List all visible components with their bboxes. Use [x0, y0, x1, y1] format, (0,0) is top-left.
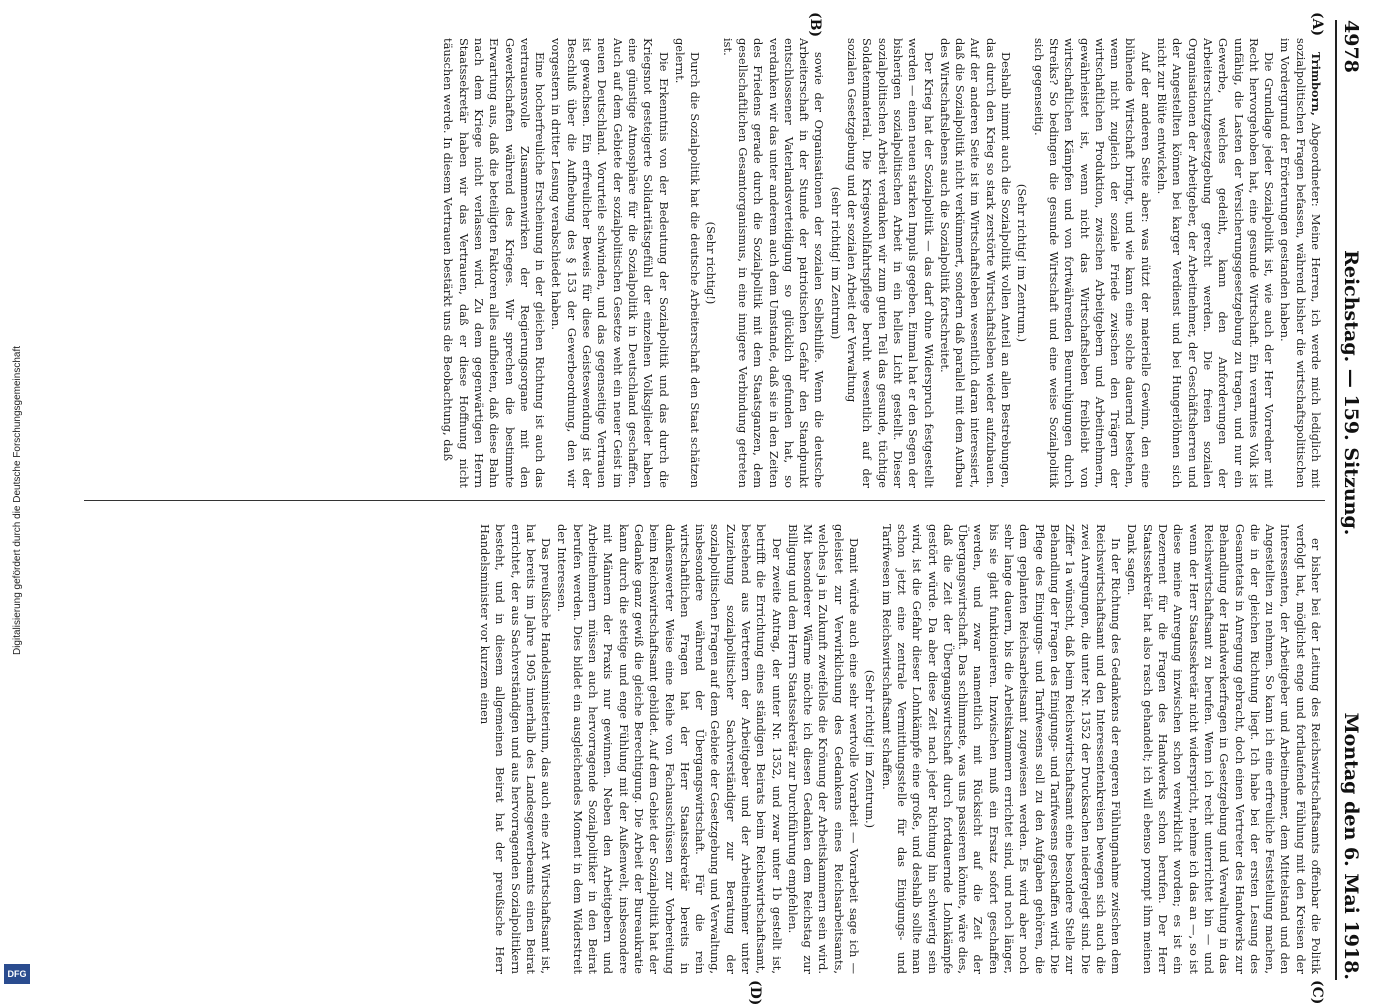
page-number: 4978	[1340, 20, 1362, 73]
interjection: (Sehr richtig!)	[704, 221, 719, 305]
paragraph: Durch die Sozialpolitik hat die deutsche Arbeiterschaft den Staat schätzen gelernt.	[672, 38, 703, 488]
right-text-column	[84, 524, 1323, 974]
column-divider	[84, 500, 1325, 501]
paragraph: Der Krieg hat der Sozialpolitik — das darf ohne Widerspruch festgestellt werden — einen neuen starken Impuls gegeben. Einmal hat er den Segen der bisherigen sozialpolitischen Arbeit in ein helles Licht gestellt. Dieser sozialpolitischen Arbeit verdanken wir zum guten Teil das gesunde, tüchtige Soldatenmaterial. Die Kriegswohlfahrtspflege beruht wesentlich auf der sozialen Gesetzgebung und der sozialen Arbeit der Verwaltung	[845, 38, 936, 488]
page-header	[1335, 20, 1365, 980]
paragraph: Damit würde auch eine sehr wertvolle Vorarbeit — Vorarbeit sage ich — geleistet zur Verwirklichung des Gedankens eines Reichsarbeitsamts, welches ja in Zukunft zweifellos die Krönung der Arbeitskammern sein wird. Mit besonderer Wärme möchte ich diesen Gedanken dem Reichstag zur Billigung und dem Herrn Staatssekretär zur Durchführung empfehlen.	[785, 524, 862, 974]
interjection: (sehr richtig! im Zentrum)	[828, 186, 843, 340]
paragraph: Deshalb nimmt auch die Sozialpolitik vollen Anteil an allen Bestrebungen, das durch den Krieg so stark zerstörte Wirtschaftsleben wieder aufzubauen. Auf der anderen Seite ist im Wirtschaftsleben wesentlich daran interessiert, daß die Sozialpolitik nicht verkümmert, sondern daß parallel mit dem Aufbau des Wirtschaftslebens auch die Sozialpolitik fortschreitet.	[937, 38, 1014, 488]
paragraph: Der zweite Antrag, der unter Nr. 1352, und zwar unter 1b gestellt ist, betrifft die Errichtung eines ständigen Beirats beim Reichswirtschaftsamt, bestehend aus Vertretern der Arbeitgeber und der Arbeitnehmer unter Zuziehung sozialpolitischer Sachverständiger zur Beratung der sozialpolitischen Fragen auf dem Gebiete der Gesetzgebung und Verwaltung, insbesondere während der Übergangswirtschaft. Für die rein wirtschaftlichen Fragen hat der Herr Staatssekretär bereits in dankenswerter Weise eine Reihe von Fachausschüssen zur Vorbereitung beim Reichswirtschaftsamt gebildet. Auf dem Gebiet der Sozialpolitik hat der Gedanke ganz gewiß die gleiche Berechtigung. Die Arbeit der Bureaukratie kann durch die stetige und enge Fühlung mit der Außenwelt, insbesondere mit Männern der Praxis nur gewinnen. Neben den Arbeitgebern und Arbeitnehmern müssen auch hervorragende Sozialpolitiker in den Beirat berufen werden. Dies bildet ein ausgleichendes Moment in dem Widerstreit der Interessen.	[555, 524, 784, 974]
speaker-name: Trimborn,	[1309, 52, 1323, 116]
digitization-credit-text: Digitalisierung gefördert durch die Deutsche Forschungsgemeinschaft	[12, 345, 24, 655]
header-title: Reichstag. — 159. Sitzung.	[1340, 250, 1362, 536]
margin-marker-a: (A)	[1309, 12, 1325, 37]
paragraph	[1277, 38, 1323, 488]
paragraph: er bisher bei der Leitung des Reichswirtschaftsamts offenbar die Politik verfolgt hat, möglichst enge und fortlaufende Fühlung mit den Kreisen der Interessenten, der Arbeitgeber und Arbeitnehmer, dem Mittelstand und den Angestellten zu nehmen. So kann ich eine erfreuliche Feststellung machen, die in der gleichen Richtung liegt. Ich habe bei der ersten Lesung des Gesamtetats in Anregung gebracht, doch einen Vertreter des Handwerks zur Behandlung der Handwerkerfragen in Gesetzgebung und Verwaltung in das Reichswirtschaftsamt zu berufen. Wenn ich recht unterrichtet bin — und wenn der Herr Staatssekretär nicht widerspricht, nehme ich das an —, so ist diese meine Anregung inzwischen schon verwirklicht worden; es ist ein Dezernent für die Fragen des Handwerks schon berufen. Der Herr Staatssekretär hat also rasch gehandelt; ich will ebenso prompt ihm meinen Dank sagen.	[1125, 524, 1323, 974]
paragraph: In der Richtung des Gedankens der engeren Fühlungnahme zwischen dem Reichswirtschaftsamt und den Interessentenkreisen bewegen sich auch die zwei Anregungen, die unter Nr. 1352 der Drucksachen niedergelegt sind. Die Ziffer 1a wünscht, daß beim Reichswirtschaftsamt eine besondere Stelle zur Behandlung der Fragen des Einigungs- und Tarifwesens geschaffen wird. Die Pflege des Einigungs- und Tarifwesens soll zu den Aufgaben gehören, die dem geplanten Reichsarbeitsamt zugewiesen werden. Es wird aber noch sehr lange dauern, bis die Arbeitskammern errichtet sind, und noch länger, bis sie glatt funktionieren. Inzwischen muß ein Ersatz sofort geschaffen werden, und zwar namentlich mit Rücksicht auf die Zeit der Übergangswirtschaft. Das schlimmste, was uns passieren könnte, wäre dies, daß die Zeit der Übergangswirtschaft durch fortdauernde Lohnkämpfe gestört würde. Da aber diese Zeit nach jeder Richtung hin schwierig sein wird, ist die Gefahr dieser Lohnkämpfe eine große, und deshalb sollte man schon jetzt eine zentrale Vermittlungsstelle für das Einigungs- und Tarifwesen im Reichswirtschaftsamt schaffen.	[879, 524, 1124, 974]
paragraph-text: Abgeordneter: Meine Herren, ich werde mich lediglich mit sozialpolitischen Fragen befassen, während bisher die wirtschaftspolitischen im Vordergrund der Erörterungen gestanden haben.	[1278, 38, 1323, 488]
paragraph: Auf der anderen Seite aber: was nützt der materielle Gewinn, den eine blühende Wirtschaft bringt, und wie kann eine solche dauernd bestehen, wenn nicht zugleich der soziale Friede zwischen den Trägern der wirtschaftlichen Produktion, zwischen Arbeitgebern und Arbeitnehmern, gewährleistet ist, wenn nicht das Wirtschaftsleben freibleibt von wirtschaftlichen Kämpfen und von fortwährenden Beunruhigungen durch Streiks? So bedingen die gesunde Wirtschaft und eine weise Sozialpolitik sich gegenseitig.	[1031, 38, 1153, 488]
header-date: Montag den 6. Mai 1918.	[1340, 712, 1362, 980]
paragraph: Das preußische Handelsministerium, das auch eine Art Wirtschaftsamt ist, hat bereits im Jahre 1905 innerhalb des Landesgewerbeamts einen Beirat errichtet, der aus Sachverständigen und aus hervorragenden Sozialpolitikern besteht, und in diesem allgemeinen Beirat hat der preußische Herr Handelsminister vor kurzem einen	[477, 524, 554, 974]
margin-marker-d: (D)	[747, 980, 763, 1005]
paragraph: Eine hocherfreuliche Erscheinung in der gleichen Richtung ist auch das vertrauensvolle Zusammenwirken der Regierungsorgane mit den Gewerkschaften während des Krieges. Wir sprechen die bestimmte Erwartung aus, daß die beteiligten Faktoren alles aufbieten, daß diese Bahn nach dem Kriege nicht verlassen wird. Zu dem gegenwärtigen Herrn Staatssekretär haben wir das Vertrauen, daß er diese Hoffnung nicht täuschen werde. In diesem Vertrauen bestärkt uns die Beobachtung, daß	[441, 38, 548, 488]
margin-marker-b: (B)	[807, 12, 823, 38]
margin-marker-c: (C)	[1309, 980, 1325, 1005]
paragraph: sowie der Organisationen der sozialen Selbsthilfe. Wenn die deutsche Arbeiterschaft in der Stunde der patriotischen Gefahr den Standpunkt entschlossener Vaterlandsverteidigung so glücklich gefunden hat, so verdanken wir das unter anderem auch dem Umstande, daß sie in den Zeiten des Friedens gerade durch die Sozialpolitik mit dem Staatsganzen, dem gesellschaftlichen Gesamtorganismus, in eine innigere Verbindung getreten ist.	[720, 38, 827, 488]
rotated-newspaper-page	[60, 0, 1383, 1005]
digitization-credit	[0, 0, 36, 1000]
left-text-column	[84, 38, 1323, 488]
interjection: (Sehr richtig! im Zentrum.)	[1015, 183, 1030, 343]
paragraph: Die Grundlage jeder Sozialpolitik ist, wie auch der Herr Vorredner mit Recht hervorgehoben hat, eine gesunde Wirtschaft. Ein verarmtes Volk ist unfähig, die Lasten der Versicherungsgesetzgebung zu tragen, und nur ein Gewerbe, welches gedeiht, kann den Anforderungen der Arbeiterschutzgesetzgebung gerecht werden. Die freien sozialen Organisationen der Arbeitgeber, der Arbeitnehmer, der Geschäftsherren und der Angestellten können bei karger Verdienst und bei Hungerlöhnen sich nicht zur Blüte entwickeln.	[1155, 38, 1277, 488]
dfg-logo: DFG	[4, 964, 30, 984]
interjection: (Sehr richtig! im Zentrum.)	[863, 669, 878, 829]
paragraph: Die Erkenntnis von der Bedeutung der Sozialpolitik und das durch die Kriegsnot gesteigerte Solidaritätsgefühl der einzelnen Volksglieder haben eine günstige Atmosphäre für die Sozialpolitik in Deutschland geschaffen. Auch auf dem Gebiete der sozialpolitischen Gesetze weht ein neuer Geist im neuen Deutschland. Vorurteile schwinden, und das gegenseitige Vertrauen ist gewachsen. Ein erfreulicher Beweis für diese Geisteswendung ist der Beschluß über die Aufhebung des § 153 der Gewerbeordnung, den wir vorgestern in dritter Lesung verabschiedet haben.	[549, 38, 671, 488]
